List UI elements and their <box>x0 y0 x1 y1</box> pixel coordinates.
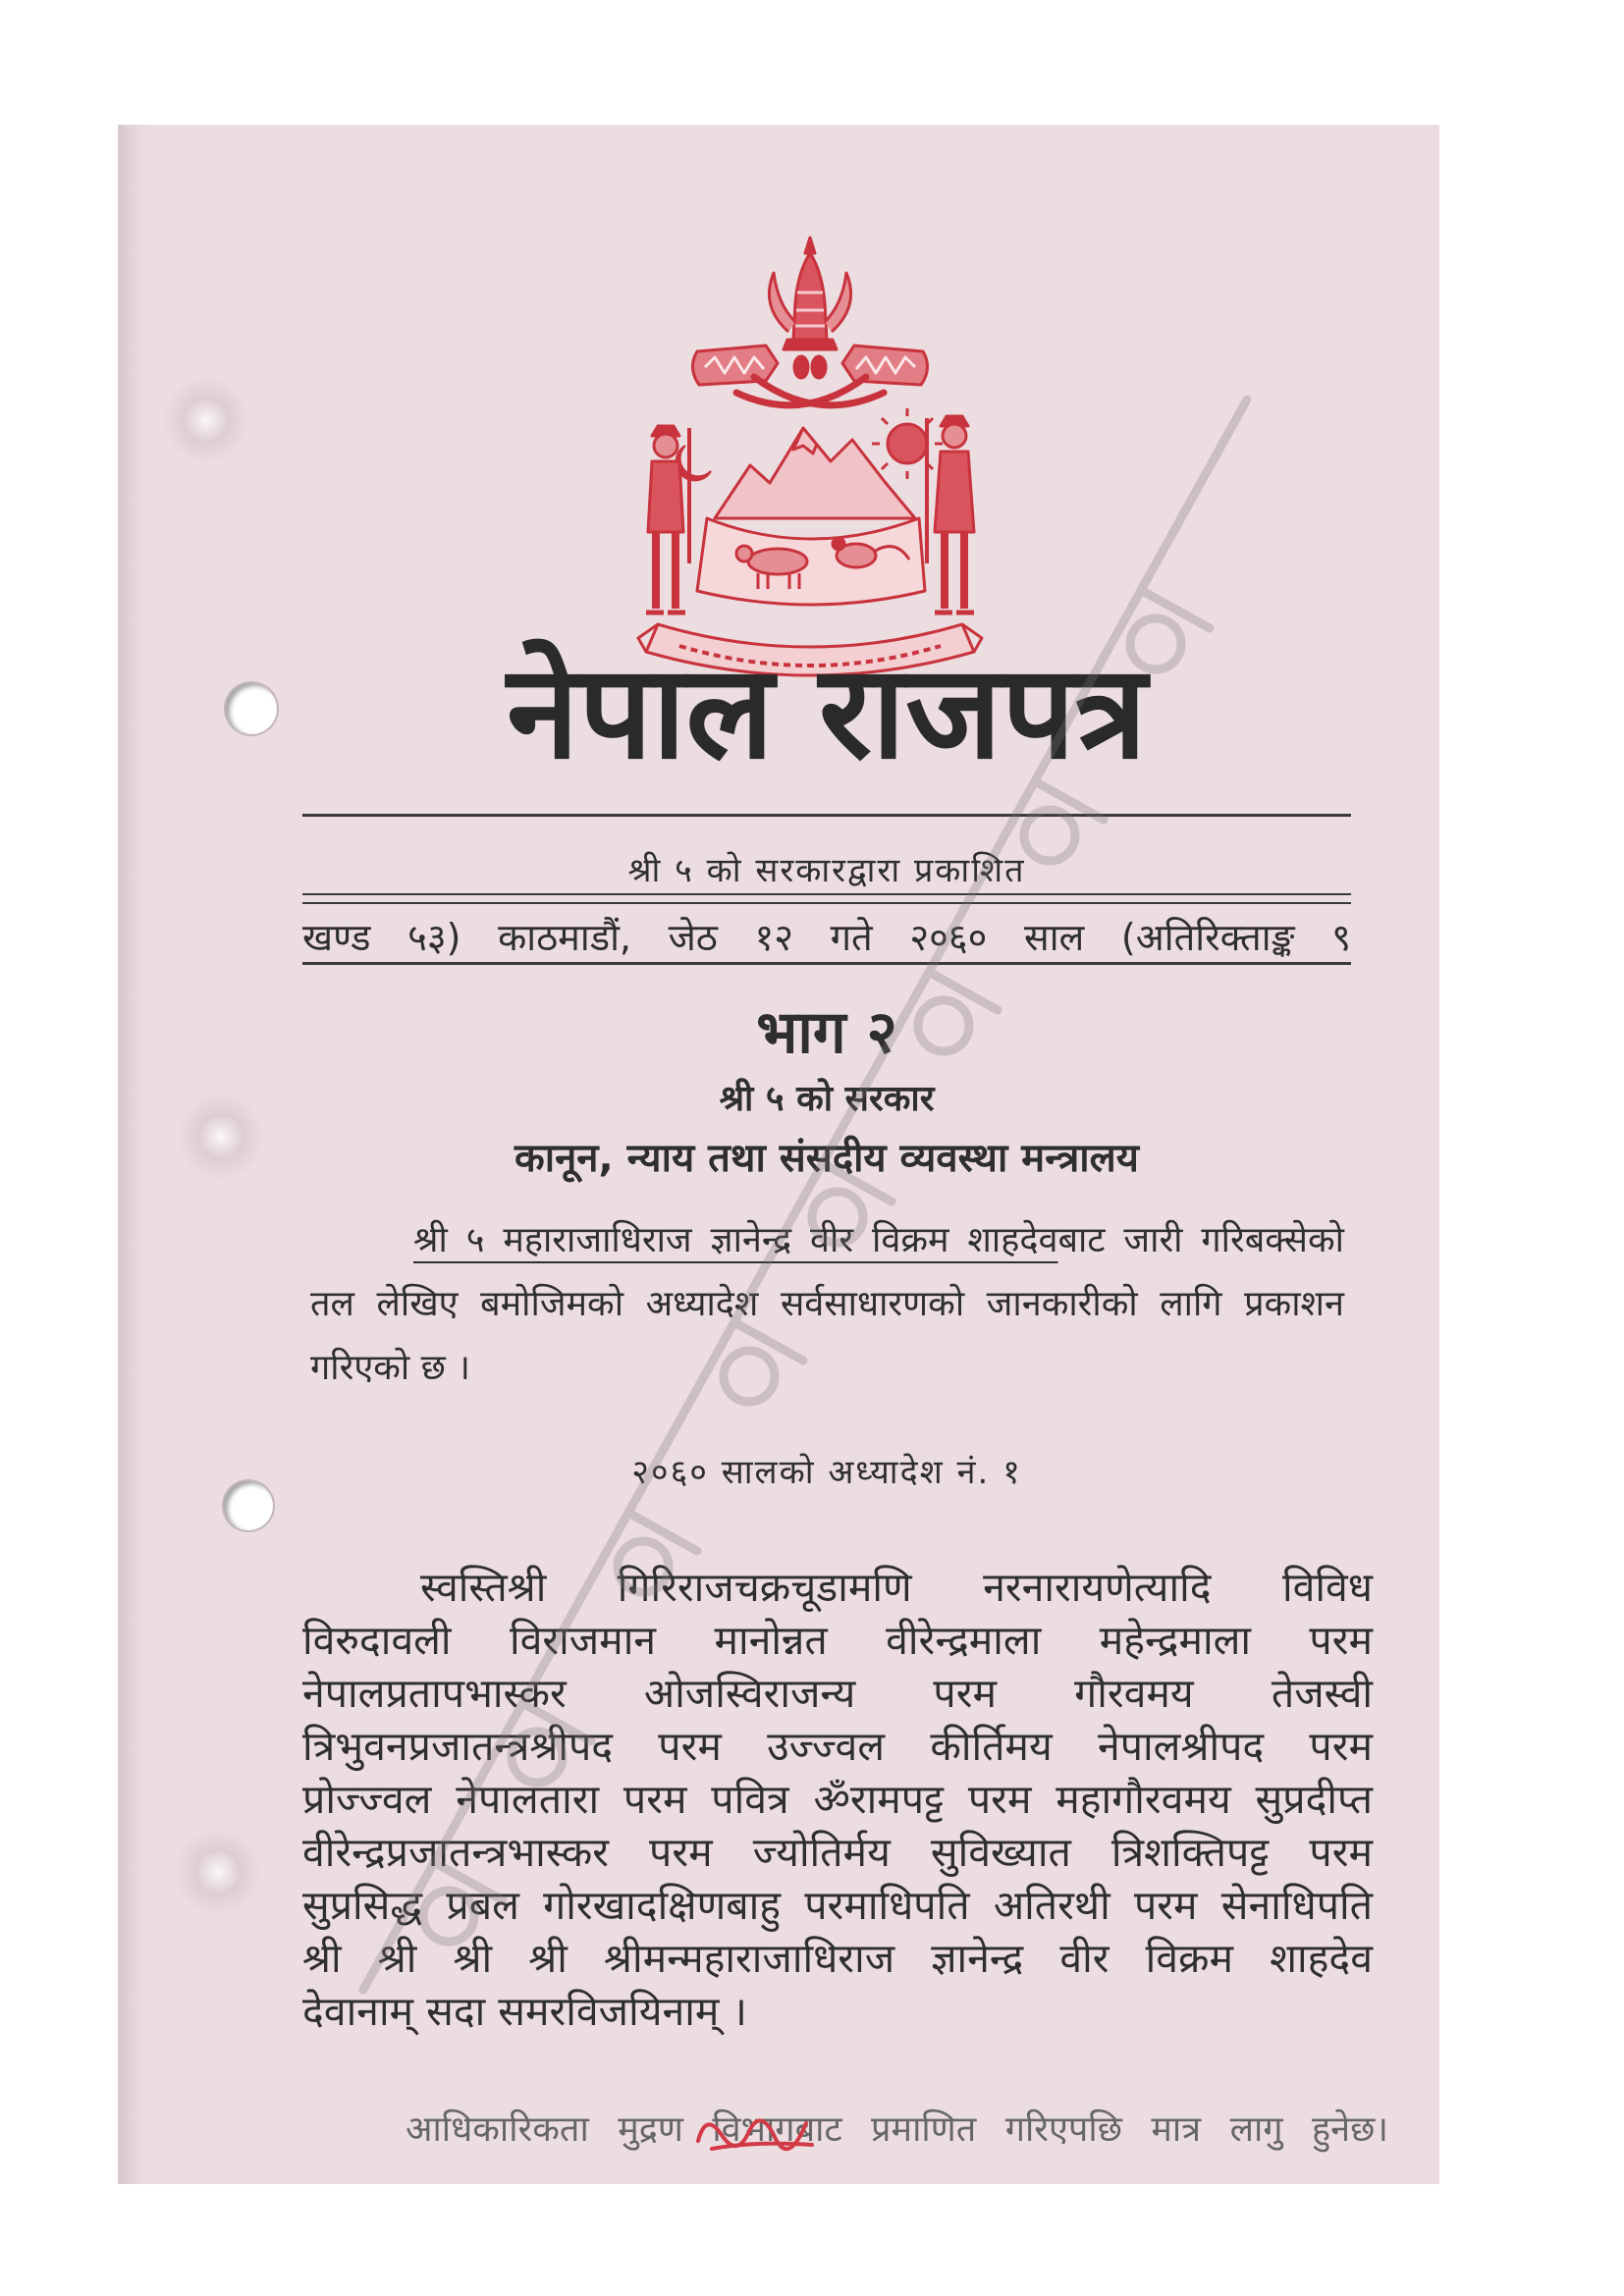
government-heading: श्री ५ को सरकार <box>719 1079 935 1119</box>
notice-line: गरिएको छ । <box>310 1348 470 1388</box>
punch-hole <box>224 1481 273 1530</box>
issue-rule <box>302 962 1351 965</box>
notice-line <box>310 1208 1344 1272</box>
preamble-line: देवानाम् सदा समरविजयिनाम् । <box>302 1988 747 2035</box>
paper-crease <box>177 1093 265 1181</box>
paper-sheet <box>118 125 1439 2184</box>
preamble-line: नेपालप्रतापभास्कर ओजस्विराजन्य परम गौरवमय तेजस्वी <box>302 1670 1373 1717</box>
notice-line: तल लेखिए बमोजिमको अध्यादेश सर्वसाधारणको जानकारीको लागि प्रकाशन <box>310 1284 1344 1324</box>
gazette-title: नेपाल राजपत्र <box>507 637 1147 788</box>
part-heading: भाग २ <box>756 998 897 1067</box>
paper-crease <box>174 1828 262 1916</box>
ordinance-title: २०६० सालको अध्यादेश नं. १ <box>631 1453 1022 1492</box>
notice-paragraph <box>310 1208 1344 1400</box>
preamble-line: वीरेन्द्रप्रजातन्त्रभास्कर परम ज्योतिर्मय सुविख्यात त्रिशक्तिपट्ट परम <box>302 1829 1373 1876</box>
flags-and-footprints <box>692 346 927 385</box>
masthead-double-rule-bottom <box>302 902 1351 904</box>
preamble-line: श्री श्री श्री श्री श्रीमन्महाराजाधिराज ज्ञानेन्द्र वीर विक्रम शाहदेव <box>302 1935 1373 1982</box>
footer-note: आधिकारिकता मुद्रण विभागबाट प्रमाणित गरिएपछि मात्र लागु हुनेछ। <box>406 2109 1388 2150</box>
punch-hole <box>226 683 277 734</box>
issue-line: खण्ड ५३) काठमाडौं, जेठ १२ गते २०६० साल (अतिरिक्ताङ्क ९ <box>302 916 1351 959</box>
preamble-line: स्वस्तिश्री गिरिराजचक्रचूडामणि नरनारायणेत्यादि विविध <box>420 1564 1373 1611</box>
royal-crown <box>769 238 850 349</box>
soldier-right <box>927 416 974 613</box>
preamble-paragraph <box>302 1561 1373 2038</box>
sun <box>872 408 943 479</box>
publisher-line: श्री ५ को सरकारद्वारा प्रकाशित <box>627 851 1026 890</box>
notice-underlined-text: श्री ५ महाराजाधिराज ज्ञानेन्द्र वीर विक्रम शाहदेव <box>413 1220 1058 1260</box>
preamble-line: सुप्रसिद्ध प्रबल गोरखादक्षिणबाहु परमाधिपति अतिरथी परम सेनाधिपति <box>302 1882 1373 1929</box>
soldier-left <box>646 426 689 613</box>
masthead-rule <box>302 814 1351 817</box>
preamble-line: प्रोज्ज्वल नेपालतारा परम पवित्र ॐरामपट्ट परम महागौरवमय सुप्रदीप्त <box>302 1776 1373 1823</box>
masthead-double-rule-top <box>302 893 1351 895</box>
coat-of-arms-emblem <box>628 236 992 687</box>
crossed-khukuris <box>736 377 884 405</box>
preamble-line: त्रिभुवनप्रजातन्त्रश्रीपद परम उज्ज्वल कीर्तिमय नेपालश्रीपद परम <box>302 1723 1373 1770</box>
red-signature <box>692 2102 820 2161</box>
ministry-heading: कानून, न्याय तथा संसदीय व्यवस्था मन्त्रालय <box>514 1136 1139 1181</box>
notice-text: बाट जारी गरिबक्सेको <box>1057 1220 1344 1260</box>
paper-crease <box>162 376 250 464</box>
preamble-line: विरुदावली विराजमान मानोन्नत वीरेन्द्रमाला महेन्द्रमाला परम <box>302 1617 1373 1664</box>
